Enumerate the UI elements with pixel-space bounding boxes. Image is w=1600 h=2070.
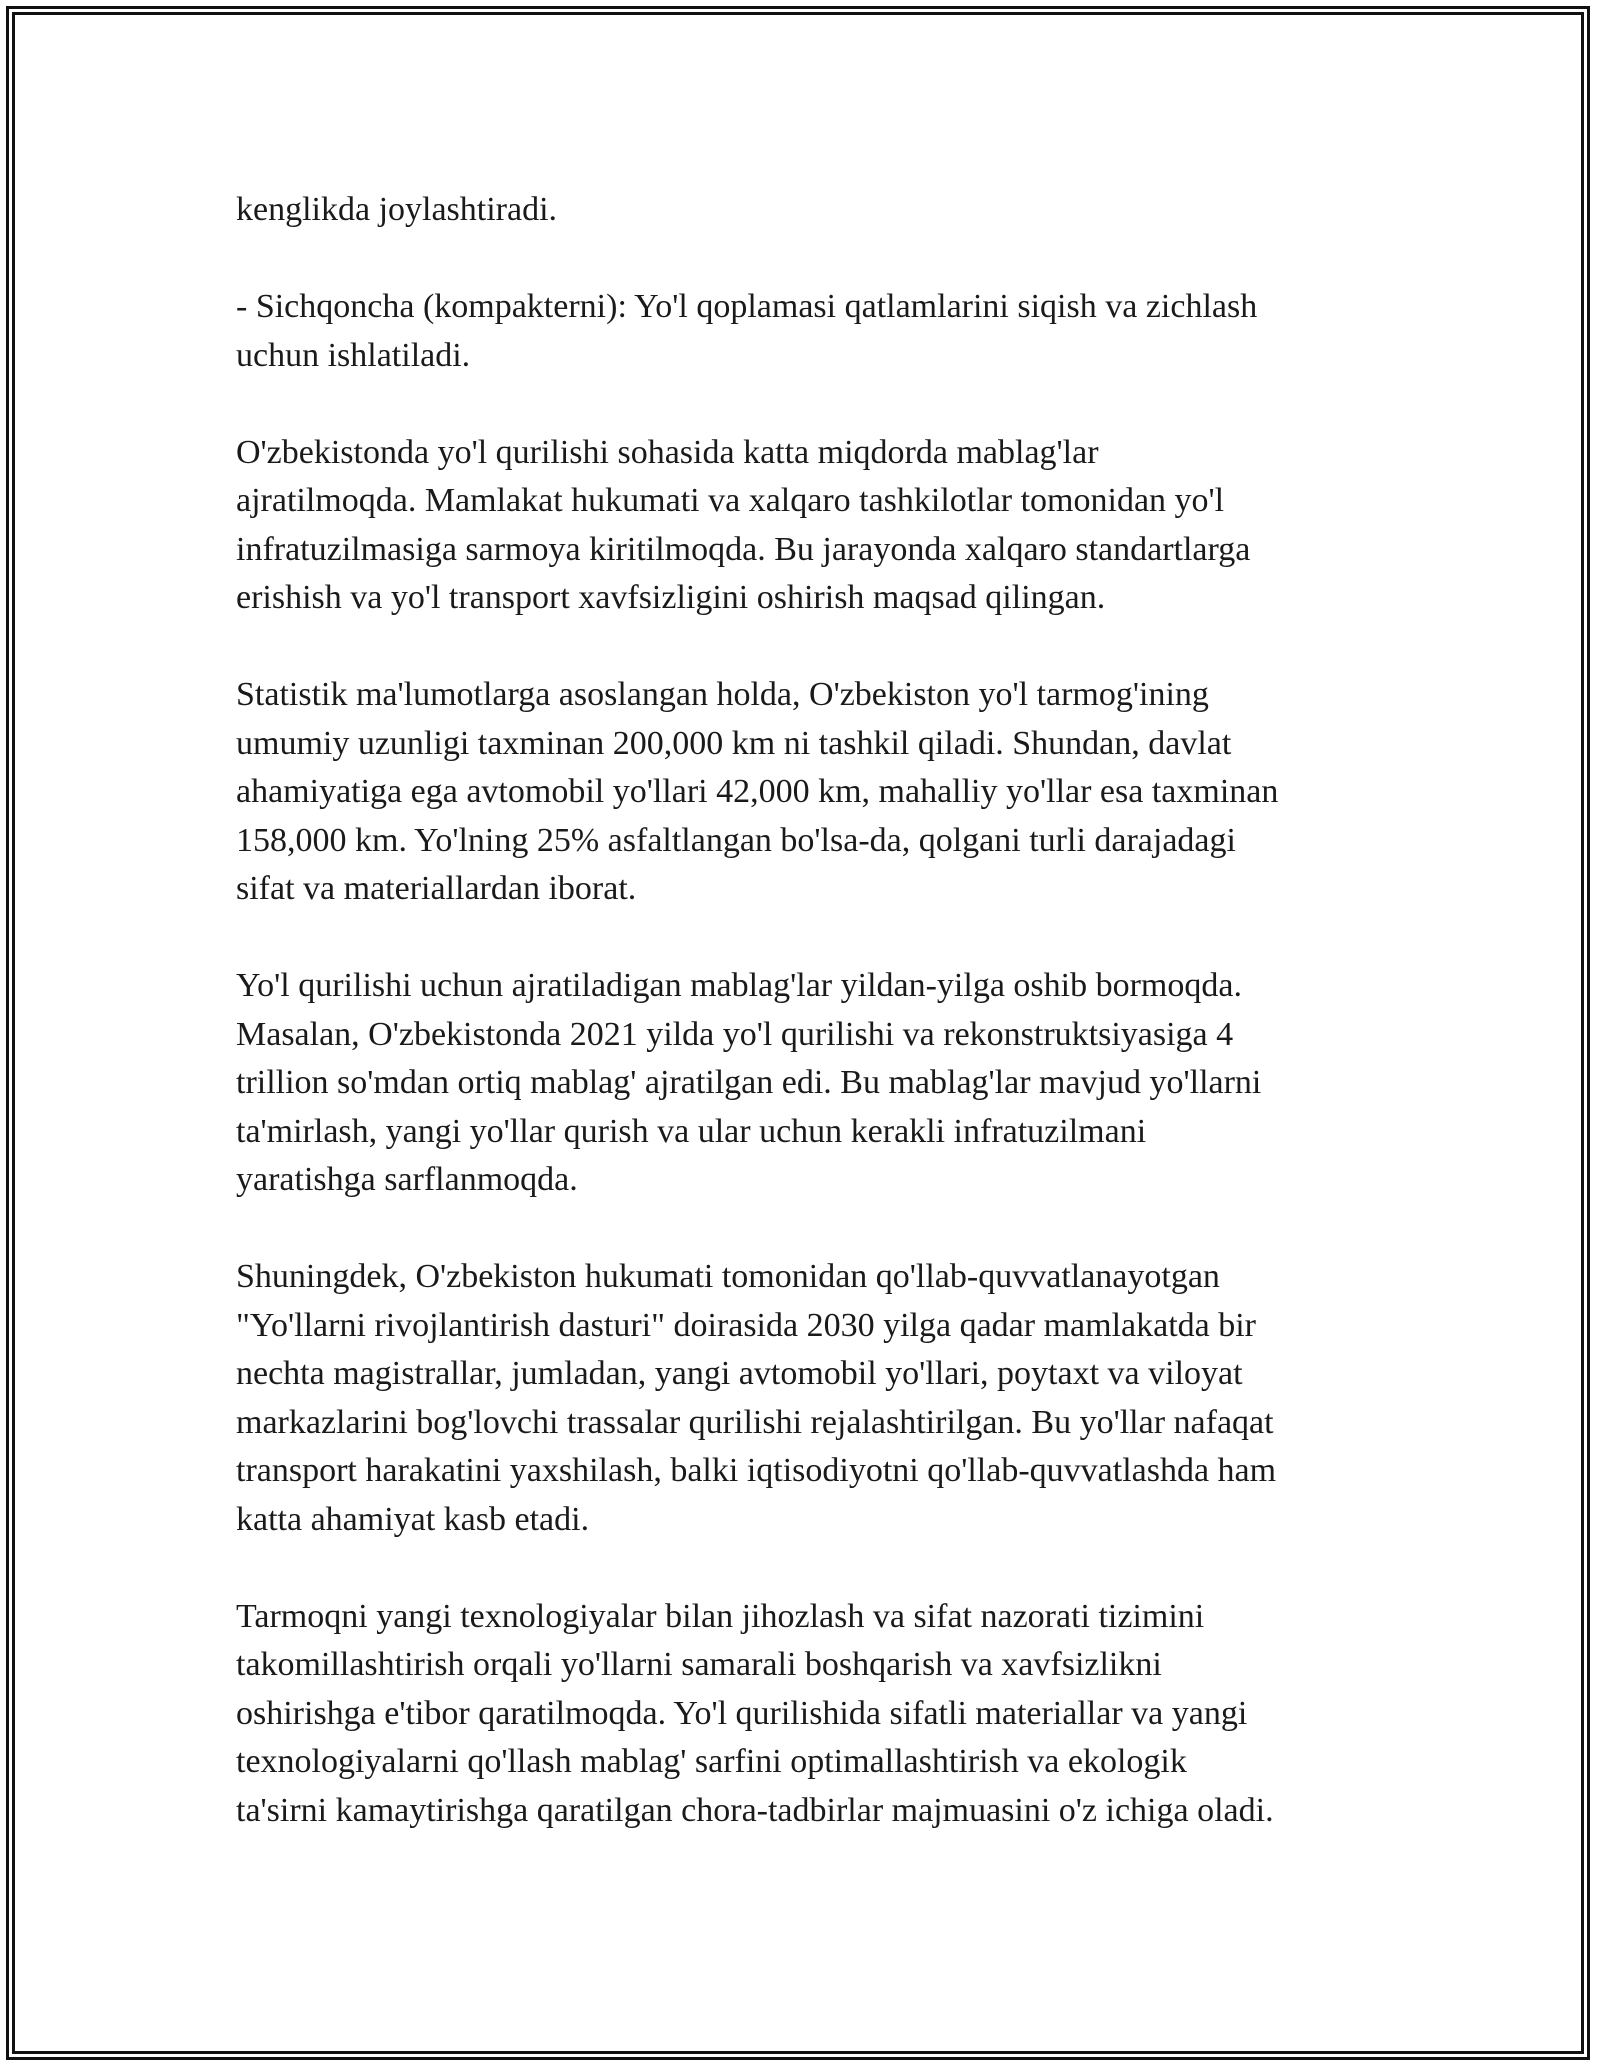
paragraph-7	[236, 1593, 1376, 1836]
text-line: infratuzilmasiga sarmoya kiritilmoqda. Bu jarayonda xalqaro standartlarga	[236, 530, 1251, 568]
paragraph-6	[236, 1253, 1376, 1544]
text-line: O'zbekistonda yo'l qurilishi sohasida katta miqdorda mablag'lar	[236, 433, 1099, 471]
text-line: ahamiyatiga ega avtomobil yo'llari 42,000 km, mahalliy yo'llar esa taxminan	[236, 773, 1279, 810]
text-line: ta'mirlash, yangi yo'llar qurish va ular uchun kerakli infratuzilmani	[236, 1112, 1147, 1150]
text-line: 158,000 km. Yo'lning 25% asfaltlangan bo'lsa-da, qolgani turli darajadagi	[236, 821, 1236, 859]
text-line: umumiy uzunligi taxminan 200,000 km ni tashkil qiladi. Shundan, davlat	[236, 724, 1232, 762]
text-line: - Sichqoncha (kompakterni): Yo'l qoplamasi qatlamlarini siqish va zichlash	[236, 288, 1258, 325]
paragraph-3	[236, 429, 1376, 623]
paragraph-2	[236, 283, 1376, 380]
text-line: transport harakatini yaxshilash, balki iqtisodiyotni qo'llab-quvvatlashda ham	[236, 1452, 1277, 1489]
text-line: trillion so'mdan ortiq mablag' ajratilgan edi. Bu mablag'lar mavjud yo'llarni	[236, 1064, 1262, 1101]
text-line: kenglikda joylashtiradi.	[236, 191, 558, 228]
text-line: Masalan, O'zbekistonda 2021 yilda yo'l qurilishi va rekonstruktsiyasiga 4	[236, 1015, 1234, 1053]
text-line: Statistik ma'lumotlarga asoslangan holda, O'zbekiston yo'l tarmog'ining	[236, 676, 1209, 713]
text-line: "Yo'llarni rivojlantirish dasturi" doirasida 2030 yilga qadar mamlakatda bir	[236, 1306, 1256, 1344]
text-line: ajratilmoqda. Mamlakat hukumati va xalqaro tashkilotlar tomonidan yo'l	[236, 482, 1225, 519]
text-line: yaratishga sarflanmoqda.	[236, 1161, 578, 1198]
text-line: Tarmoqni yangi texnologiyalar bilan jihozlash va sifat nazorati tizimini	[236, 1597, 1205, 1635]
text-line: markazlarini bog'lovchi trassalar qurilishi rejalashtirilgan. Bu yo'llar nafaqat	[236, 1403, 1274, 1441]
document-body	[236, 186, 1376, 1884]
text-line: texnologiyalarni qo'llash mablag' sarfini optimallashtirish va ekologik	[236, 1743, 1187, 1780]
paragraph-1	[236, 186, 1376, 235]
paragraph-5	[236, 962, 1376, 1205]
text-line: takomillashtirish orqali yo'llarni samarali boshqarish va xavfsizlikni	[236, 1646, 1162, 1683]
text-line: nechta magistrallar, jumladan, yangi avtomobil yo'llari, poytaxt va viloyat	[236, 1355, 1243, 1392]
text-line: Shuningdek, O'zbekiston hukumati tomonidan qo'llab-quvvatlanayotgan	[236, 1258, 1220, 1295]
text-line: Yo'l qurilishi uchun ajratiladigan mablag'lar yildan-yilga oshib bormoqda.	[236, 967, 1242, 1004]
text-line: oshirishga e'tibor qaratilmoqda. Yo'l qurilishida sifatli materiallar va yangi	[236, 1694, 1248, 1732]
text-line: katta ahamiyat kasb etadi.	[236, 1500, 590, 1538]
text-line: erishish va yo'l transport xavfsizligini oshirish maqsad qilingan.	[236, 579, 1106, 616]
paragraph-4	[236, 671, 1376, 914]
text-line: ta'sirni kamaytirishga qaratilgan chora-tadbirlar majmuasini o'z ichiga oladi.	[236, 1791, 1274, 1829]
text-line: uchun ishlatiladi.	[236, 336, 471, 374]
text-line: sifat va materiallardan iborat.	[236, 870, 637, 907]
